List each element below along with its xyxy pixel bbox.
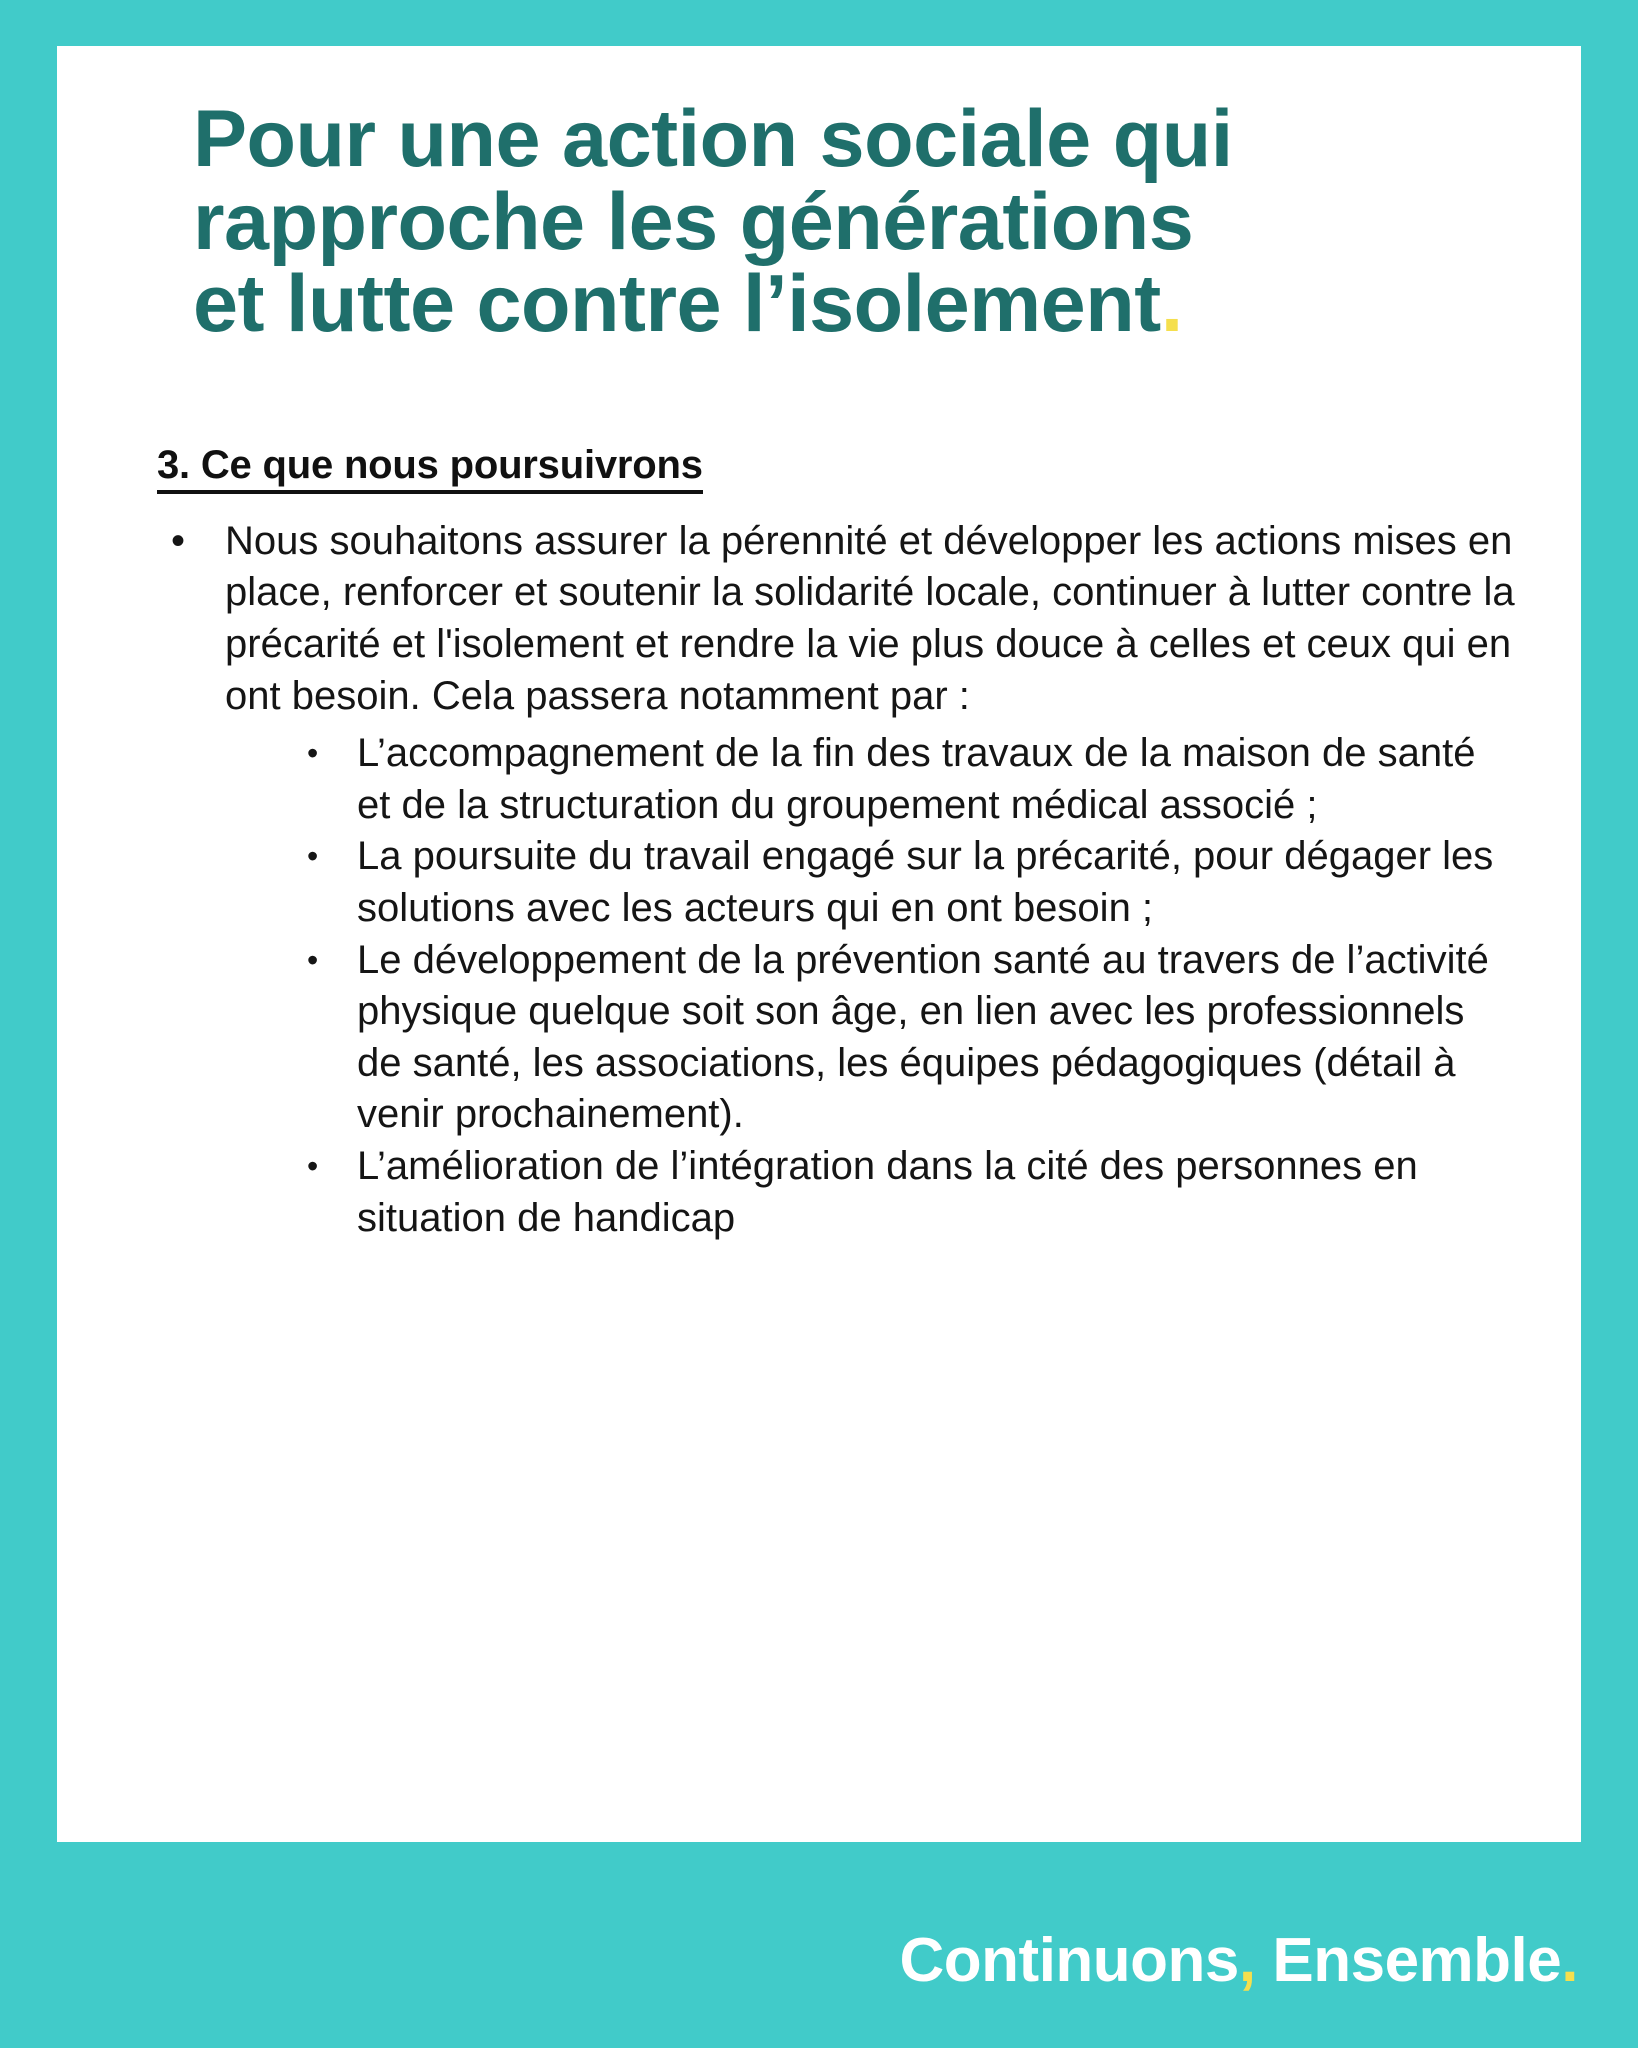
- bullet-icon: •: [171, 518, 186, 563]
- list-item: [299, 831, 1519, 934]
- list-item-text: Le développement de la prévention santé au travers de l’activité physique quelque soit son âge, en lien avec les professionnels de santé, les associations, les équipes pédagogiques (détail à venir prochainement).: [357, 937, 1489, 1137]
- list-item: [299, 1141, 1519, 1244]
- title-accent-dot: .: [1160, 259, 1183, 350]
- bullet-icon: •: [307, 1147, 319, 1184]
- slogan-comma: ,: [1238, 1925, 1256, 1995]
- list-item-text: L’accompagnement de la fin des travaux de la maison de santé et de la structuration du groupement médical associé ;: [357, 731, 1476, 827]
- title-spacer: [119, 346, 1519, 442]
- content-panel: [57, 46, 1581, 1842]
- title-line-1: Pour une action sociale qui: [193, 94, 1233, 184]
- title-line-3: et lutte contre l’isolement: [193, 259, 1161, 350]
- section-heading-text: 3. Ce que nous poursuivrons: [157, 442, 703, 494]
- slogan: [900, 1925, 1578, 1996]
- list-item: [299, 728, 1519, 831]
- list-item: [157, 516, 1519, 1244]
- list-item: [299, 935, 1519, 1141]
- slogan-word-2: Ensemble: [1255, 1925, 1562, 1995]
- content-list: [119, 516, 1519, 1244]
- page-title: [119, 88, 1519, 350]
- bullet-icon: •: [307, 735, 319, 772]
- slogan-period: .: [1561, 1925, 1578, 1995]
- slogan-word-1: Continuons: [899, 1925, 1239, 1995]
- bullet-icon: •: [307, 838, 319, 875]
- footer: [0, 1872, 1638, 2048]
- list-item-text: La poursuite du travail engagé sur la précarité, pour dégager les solutions avec les acteurs qui en ont besoin ;: [357, 834, 1494, 930]
- sub-list: [225, 728, 1519, 1244]
- list-item-text: Nous souhaitons assurer la pérennité et développer les actions mises en place, renforcer et soutenir la solidarité locale, continuer à lutter contre la précarité et l'isolement et rendre la vie plus douce à celles et ceux qui en ont besoin. Cela passera notamment par :: [225, 518, 1515, 718]
- title-line-2: rapproche les générations: [193, 176, 1194, 267]
- bullet-icon: •: [307, 941, 319, 978]
- list-item-text: L’amélioration de l’intégration dans la cité des personnes en situation de handicap: [357, 1143, 1418, 1240]
- section-heading: [119, 442, 1519, 494]
